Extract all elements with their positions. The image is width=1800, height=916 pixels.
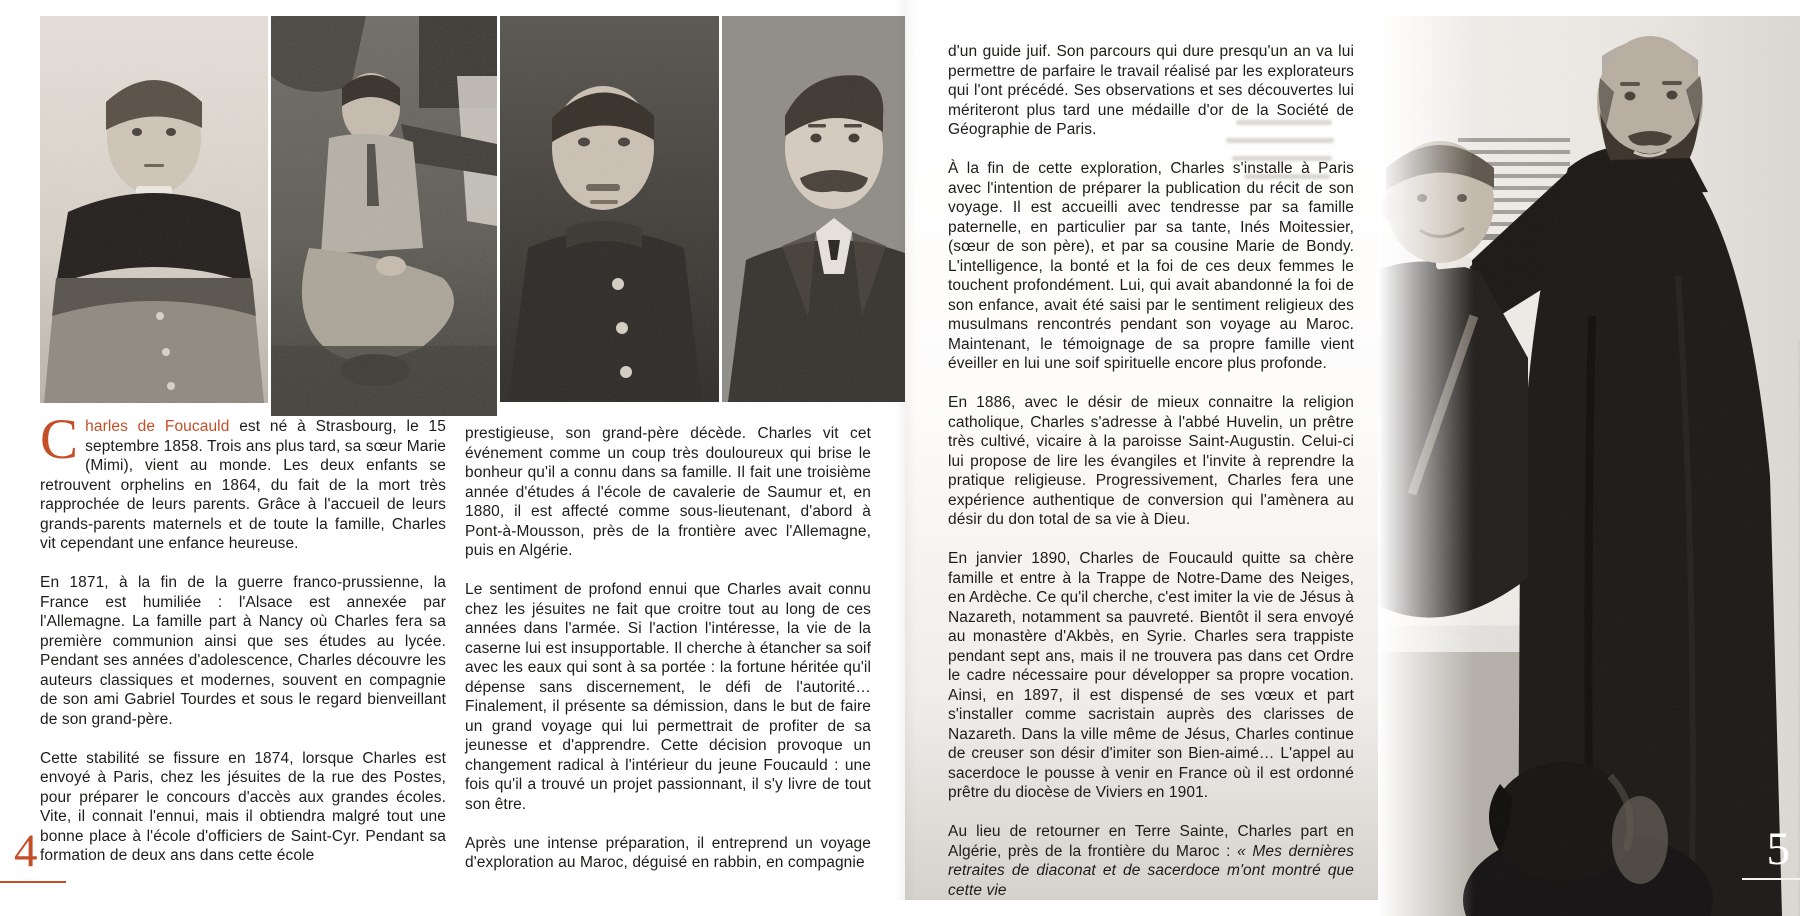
photo-charles-child-art [40,16,268,403]
paragraph: d'un guide juif. Son parcours qui dure presqu'un an va lui permettre de parfaire le travail réalisé par les explorateurs qui l'ont précédé. Ses observations et ses découvertes lui mériteront plus tard une médaille d'or de la Société de Géographie de Paris. [948,43,1354,138]
left-column-2 [465,424,871,873]
paragraph: prestigieuse, son grand-père décède. Charles vit cet événement comme un coup très douloureux qui brise le bonheur qu'il a connu dans sa famille. Il fait une troisième année d'études á l'école de cavalerie de Saumur et, en 1880, il est affecté comme sous-lieutenant, d'abord à Pont-à-Mousson, près de la frontière avec l'Allemagne, puis en Algérie. [465,425,871,559]
right-page [905,0,1800,900]
paragraph-intro [40,408,446,554]
paragraph: En 1886, avec le désir de mieux connaitre la religion catholique, Charles s'adresse à l'abbé Huvelin, un prêtre très cultivé, vicaire à la paroisse Saint-Augustin. Celui-ci lui propose de lire les évangiles et l'invite à reprendre la pratique religieuse. Progressivement, Charles fera une expérience authentique de conversion qui l'amènera au désir du don total de sa vie à Dieu. [948,394,1354,528]
lead-name-highlight: harles de Foucauld [85,418,230,435]
paragraph-text: est né à Strasbourg, le 15 septembre 1858. Trois ans plus tard, sa sœur Marie (Mimi), vient au monde. Les deux enfants se retrouvent orphelins en 1864, du fait de la mort très rapprochée de leurs parents. Grâce à l'accueil de leurs grands-parents maternels et de toute la famille, Charles vit cependant une enfance heureuse. [40,418,446,552]
left-page [0,0,905,900]
paragraph-with-quote [948,822,1354,900]
photo-charles-teen-art [271,16,497,416]
quote-italic: « Mes dernières retraites de diaconat et de sacerdoce m'ont montré que cette vie [948,842,1354,899]
page-number-rule-left [0,881,66,883]
photo-charles-cadet-art [500,16,719,402]
page-number-right: 5 [1766,823,1790,875]
page-number-left: 4 [14,825,38,877]
paragraph: Après une intense préparation, il entreprend un voyage d'exploration au Maroc, déguisé en rabbin, en compagnie [465,834,871,871]
photo-charles-teen-grass [271,16,497,416]
paragraph-text: Au lieu de retourner en Terre Sainte, Charles part en Algérie, près de la frontière du Maroc : [948,823,1354,860]
paragraph: À la fin de cette exploration, Charles s'installe à Paris avec l'intention de préparer la publication du récit de son voyage. Il est accueilli avec tendresse par sa famille paternelle, en particulier par sa tante, Inés Moitessier, (sœur de son père), et par sa cousine Marie de Bondy. L'intelligence, la bonté et la foi de ces deux femmes le touchent profondément. Lui, qui avait abandonné la foi de son enfance, avait été saisi par le sentiment religieux des musulmans rencontrés pendant son voyage au Maroc. Maintenant, le témoignage de sa propre famille vient éveiller en lui une soif spirituelle encore plus profonde. [948,160,1354,372]
paragraph: En janvier 1890, Charles de Foucauld quitte sa chère famille et entre à la Trappe de Notre-Dame des Neiges, en Ardèche. Ce qu'il cherche, c'est imiter la vie de Jésus à Nazareth, notamment sa pauvreté. Bientôt il sera envoyé au monastère d'Akbès, en Syrie. Charles sera trappiste pendant sept ans, mais il ne trouvera pas dans cet Ordre le cadre nécessaire pour développer sa propre vocation. Ainsi, en 1897, il est dispensé de ses vœux et part s'installer comme sacristain auprès des clarisses de Nazareth. Dans la ville même de Jésus, Charles continue de creuser son désir d'imiter son Bien-aimé… L'appel au sacerdoce le pousse à venir en France où il est ordonné prêtre du diocèse de Viviers en 1901. [948,550,1354,801]
right-column [948,42,1354,900]
photo-charles-cadet-uniform [500,16,719,402]
paragraph: En 1871, à la fin de la guerre franco-prussienne, la France est humiliée : l'Alsace est annexée par l'Allemagne. La famille part à Nancy où Charles fera sa première communion ainsi que ses études au lycée. Pendant ses années d'adolescence, Charles découvre les auteurs classiques et modernes, souvent en compagnie de son ami Gabriel Tourdes et sous le regard bienveillant de son grand-père. [40,574,446,728]
dropcap-letter: C [40,408,79,471]
photo-foucauld-trappist-with-boy [1378,16,1800,916]
paragraph: Le sentiment de profond ennui que Charles avait connu chez les jésuites ne fait que croitre tout au long de ces années dans l'armée. Si l'action l'intéresse, la vie de la caserne lui est insupportable. Il cherche à étancher sa soif avec les eaux qui sont à sa portée : la fortune héritée qu'il dépense sans discernement, le défi de l'autorité… Finalement, il présente sa démission, dans le but de faire un grand voyage qui lui permettrait de profiter de sa jeunesse et d'apprendre. Cette décision provoque un changement radical à l'intérieur du jeune Foucauld : une fois qu'il a trouvé un projet passionnant, il s'y livre de tout son être. [465,581,871,813]
page-number-rule-right [1742,878,1800,880]
photo-charles-child [40,16,268,403]
paragraph: Cette stabilité se fissure en 1874, lorsque Charles est envoyé à Paris, chez les jésuites de la rue des Postes, pour préparer le concours d'accès aux grandes écoles. Vite, il connait l'ennui, mais il obtiendra malgré tout une bonne place à l'école d'officiers de Saint-Cyr. Pendant sa formation de deux ans dans cette école [40,749,446,864]
left-column-1 [40,408,446,866]
photo-foucauld-trappist-art [1378,16,1800,916]
page-gutter [894,0,916,900]
